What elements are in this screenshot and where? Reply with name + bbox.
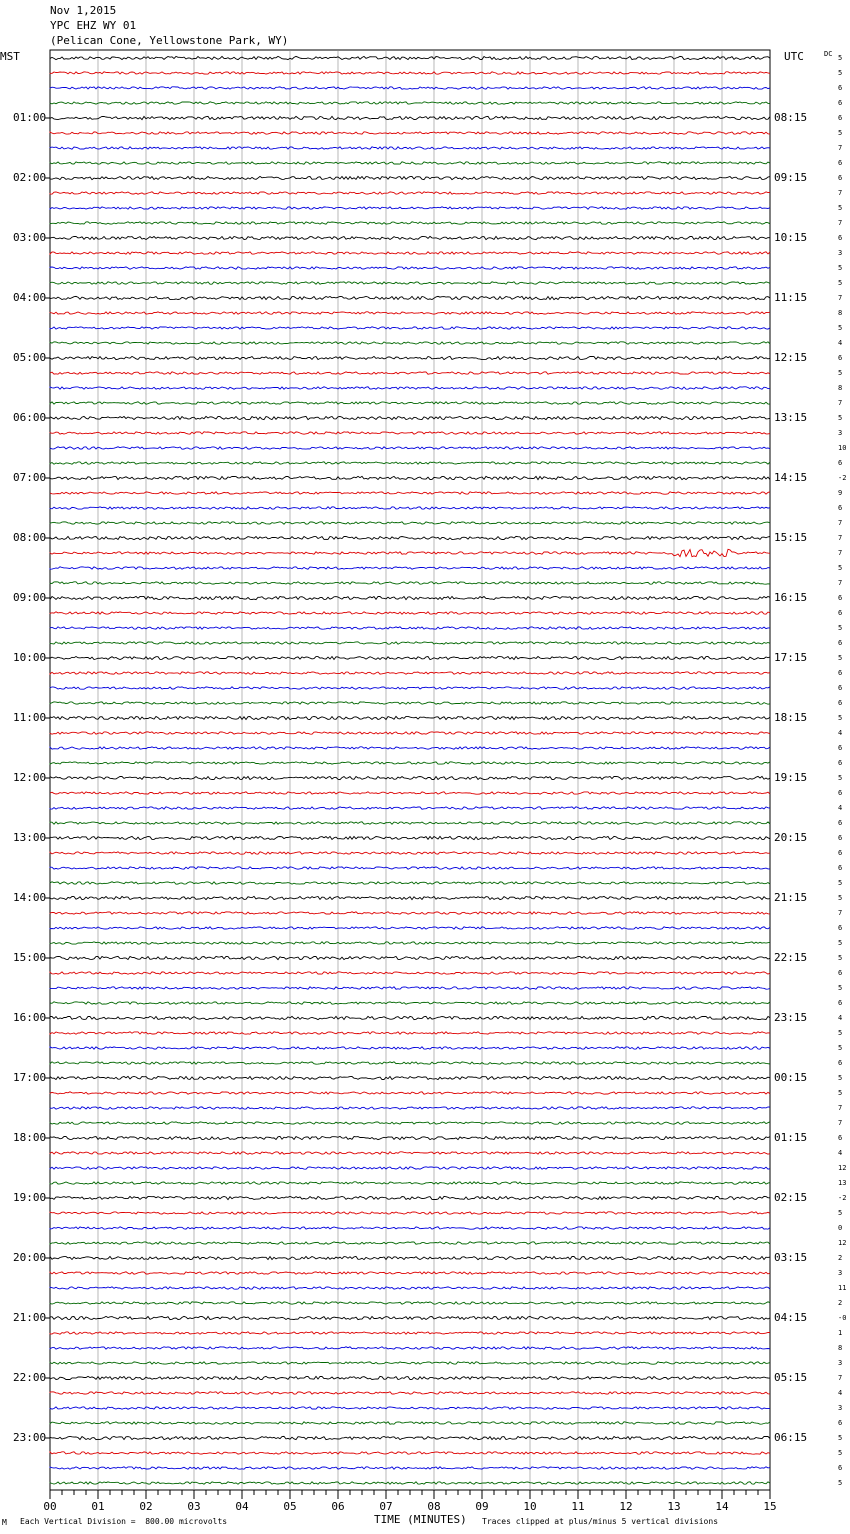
trace-row-18 — [50, 327, 770, 329]
dc-offset-value: 6 — [838, 114, 843, 122]
trace-row-74 — [50, 1167, 770, 1169]
x-tick-label: 03 — [187, 1500, 201, 1513]
dc-offset-value: 5 — [838, 414, 843, 422]
dc-label: DC — [824, 50, 833, 58]
trace-row-29 — [50, 492, 770, 494]
dc-offset-value: 7 — [838, 519, 843, 527]
trace-row-59 — [50, 942, 770, 944]
dc-offset-value: 0 — [838, 1224, 843, 1232]
trace-row-30 — [50, 507, 770, 509]
mst-hour-label: 19:00 — [13, 1191, 47, 1204]
dc-offset-value: 5 — [838, 879, 843, 887]
dc-offset-value: 6 — [838, 1059, 843, 1067]
trace-row-53 — [50, 852, 770, 854]
dc-offset-value: 7 — [838, 189, 843, 197]
trace-row-85 — [50, 1332, 770, 1334]
mst-hour-label: 20:00 — [13, 1251, 47, 1264]
dc-offset-value: 7 — [838, 549, 843, 557]
utc-hour-label: 15:15 — [774, 531, 808, 544]
dc-offset-value: 11 — [838, 1284, 847, 1292]
trace-row-88 — [50, 1376, 770, 1379]
trace-row-70 — [50, 1107, 770, 1109]
utc-hour-label: 00:15 — [774, 1071, 808, 1084]
dc-offset-value: 5 — [838, 774, 843, 782]
trace-row-60 — [50, 956, 770, 959]
utc-hour-label: 04:15 — [774, 1311, 808, 1324]
mst-hour-label: 03:00 — [13, 231, 47, 244]
trace-row-94 — [50, 1467, 770, 1469]
trace-row-31 — [50, 522, 770, 524]
trace-row-80 — [50, 1256, 770, 1259]
dc-offset-value: 6 — [838, 924, 843, 932]
utc-hour-label: 02:15 — [774, 1191, 808, 1204]
utc-hour-label: 22:15 — [774, 951, 808, 964]
dc-offset-value: 1 — [838, 1329, 843, 1337]
trace-row-55 — [50, 882, 770, 884]
trace-row-71 — [50, 1122, 770, 1124]
dc-offset-value: 6 — [838, 609, 843, 617]
mst-hour-label: 16:00 — [13, 1011, 47, 1024]
dc-offset-value: 5 — [838, 1029, 843, 1037]
trace-row-56 — [50, 896, 770, 899]
dc-offset-value: 7 — [838, 1104, 843, 1112]
trace-row-21 — [50, 372, 770, 374]
dc-offset-value: 12 — [838, 1239, 847, 1247]
trace-row-5 — [50, 132, 770, 134]
utc-hour-label: 08:15 — [774, 111, 808, 124]
trace-row-33 — [50, 549, 770, 556]
dc-offset-value: 8 — [838, 309, 843, 317]
trace-row-13 — [50, 252, 770, 254]
dc-offset-value: 6 — [838, 84, 843, 92]
dc-offset-value: 6 — [838, 354, 843, 362]
dc-offset-value: 3 — [838, 429, 843, 437]
dc-offset-value: 5 — [838, 279, 843, 287]
trace-row-42 — [50, 687, 770, 689]
trace-row-35 — [50, 582, 770, 584]
utc-axis-label: UTC — [784, 50, 804, 63]
trace-row-49 — [50, 792, 770, 794]
dc-offset-value: 7 — [838, 219, 843, 227]
utc-hour-label: 20:15 — [774, 831, 808, 844]
mst-hour-label: 04:00 — [13, 291, 47, 304]
trace-row-40 — [50, 657, 770, 660]
dc-offset-value: 8 — [838, 384, 843, 392]
mst-hour-label: 21:00 — [13, 1311, 47, 1324]
mst-hour-label: 08:00 — [13, 531, 47, 544]
trace-row-32 — [50, 536, 770, 539]
trace-row-66 — [50, 1047, 770, 1049]
dc-offset-value: 7 — [838, 1374, 843, 1382]
x-tick-label: 10 — [523, 1500, 537, 1513]
trace-row-79 — [50, 1242, 770, 1244]
mst-hour-label: 14:00 — [13, 891, 47, 904]
dc-offset-value: 7 — [838, 399, 843, 407]
trace-row-15 — [50, 282, 770, 284]
dc-offset-value: 5 — [838, 954, 843, 962]
trace-row-22 — [50, 387, 770, 389]
x-tick-label: 07 — [379, 1500, 393, 1513]
mst-hour-label: 02:00 — [13, 171, 47, 184]
dc-offset-value: 5 — [838, 564, 843, 572]
mst-hour-label: 22:00 — [13, 1371, 47, 1384]
dc-offset-value: 5 — [838, 894, 843, 902]
dc-offset-value: 4 — [838, 1389, 843, 1397]
dc-offset-value: 5 — [838, 369, 843, 377]
station-label: YPC EHZ WY 01 — [50, 19, 137, 32]
trace-row-50 — [50, 807, 770, 809]
trace-row-72 — [50, 1136, 770, 1139]
trace-row-68 — [50, 1076, 770, 1079]
trace-row-47 — [50, 762, 770, 764]
mst-hour-label: 11:00 — [13, 711, 47, 724]
utc-hour-label: 09:15 — [774, 171, 808, 184]
dc-offset-value: 6 — [838, 174, 843, 182]
trace-row-14 — [50, 267, 770, 269]
dc-offset-value: 6 — [838, 1464, 843, 1472]
trace-row-12 — [50, 236, 770, 239]
dc-offset-value: 6 — [838, 999, 843, 1007]
trace-row-23 — [50, 402, 770, 404]
mst-hour-label: 17:00 — [13, 1071, 47, 1084]
dc-offset-value: 13 — [838, 1179, 847, 1187]
trace-row-78 — [50, 1227, 770, 1229]
trace-row-41 — [50, 672, 770, 674]
trace-row-57 — [50, 912, 770, 914]
utc-hour-label: 11:15 — [774, 291, 808, 304]
dc-offset-value: 5 — [838, 1434, 843, 1442]
trace-row-44 — [50, 716, 770, 719]
dc-offset-value: 5 — [838, 204, 843, 212]
mst-hour-label: 15:00 — [13, 951, 47, 964]
dc-offset-value: 6 — [838, 699, 843, 707]
trace-row-65 — [50, 1032, 770, 1034]
trace-row-62 — [50, 987, 770, 989]
trace-row-9 — [50, 192, 770, 194]
utc-hour-label: 16:15 — [774, 591, 808, 604]
trace-row-34 — [50, 567, 770, 569]
dc-offset-value: 4 — [838, 1014, 843, 1022]
dc-offset-value: 5 — [838, 54, 843, 62]
utc-hour-label: 12:15 — [774, 351, 808, 364]
trace-row-87 — [50, 1362, 770, 1364]
dc-offset-value: 5 — [838, 69, 843, 77]
trace-row-28 — [50, 476, 770, 479]
dc-offset-value: 5 — [838, 1209, 843, 1217]
trace-row-84 — [50, 1316, 770, 1319]
trace-row-75 — [50, 1182, 770, 1184]
clip-note: Traces clipped at plus/minus 5 vertical divisions — [482, 1517, 719, 1526]
utc-hour-label: 18:15 — [774, 711, 808, 724]
trace-row-58 — [50, 927, 770, 929]
utc-hour-label: 21:15 — [774, 891, 808, 904]
mst-hour-label: 05:00 — [13, 351, 47, 364]
dc-offset-value: 6 — [838, 669, 843, 677]
dc-offset-value: 5 — [838, 714, 843, 722]
trace-row-52 — [50, 836, 770, 839]
trace-row-64 — [50, 1016, 770, 1019]
dc-offset-value: 6 — [838, 849, 843, 857]
dc-offset-value: 5 — [838, 1479, 843, 1487]
utc-hour-label: 06:15 — [774, 1431, 808, 1444]
trace-row-17 — [50, 312, 770, 314]
dc-offset-value: -2 — [838, 1194, 847, 1202]
dc-offset-value: -0 — [838, 1314, 847, 1322]
trace-row-89 — [50, 1392, 770, 1394]
trace-row-86 — [50, 1347, 770, 1349]
dc-offset-value: 6 — [838, 789, 843, 797]
x-axis-title: TIME (MINUTES) — [374, 1513, 467, 1526]
utc-hour-label: 01:15 — [774, 1131, 808, 1144]
dc-offset-value: 6 — [838, 459, 843, 467]
mst-hour-label: 06:00 — [13, 411, 47, 424]
trace-row-37 — [50, 612, 770, 614]
x-tick-label: 09 — [475, 1500, 489, 1513]
trace-row-81 — [50, 1272, 770, 1274]
mst-hour-label: 18:00 — [13, 1131, 47, 1144]
dc-offset-value: 5 — [838, 624, 843, 632]
dc-offset-value: 8 — [838, 1344, 843, 1352]
x-tick-label: 05 — [283, 1500, 297, 1513]
trace-row-45 — [50, 732, 770, 734]
dc-offset-value: 10 — [838, 444, 847, 452]
x-tick-label: 00 — [43, 1500, 57, 1513]
dc-offset-value: 3 — [838, 1404, 843, 1412]
trace-row-16 — [50, 296, 770, 299]
trace-row-63 — [50, 1002, 770, 1004]
trace-row-25 — [50, 432, 770, 434]
mst-hour-label: 12:00 — [13, 771, 47, 784]
dc-offset-value: 5 — [838, 1449, 843, 1457]
trace-row-83 — [50, 1302, 770, 1304]
dc-offset-value: 6 — [838, 759, 843, 767]
dc-offset-value: 6 — [838, 834, 843, 842]
trace-row-43 — [50, 702, 770, 704]
x-tick-label: 13 — [667, 1500, 681, 1513]
trace-row-77 — [50, 1212, 770, 1214]
trace-row-27 — [50, 462, 770, 464]
dc-offset-value: 6 — [838, 744, 843, 752]
trace-row-73 — [50, 1152, 770, 1154]
dc-offset-value: 6 — [838, 504, 843, 512]
scale-note: Each Vertical Division = 800.00 microvolts — [20, 1517, 228, 1526]
trace-row-95 — [50, 1482, 770, 1484]
dc-offset-value: 12 — [838, 1164, 847, 1172]
trace-row-61 — [50, 972, 770, 974]
x-tick-label: 14 — [715, 1500, 729, 1513]
dc-offset-value: 7 — [838, 579, 843, 587]
dc-offset-value: 7 — [838, 909, 843, 917]
trace-row-48 — [50, 776, 770, 779]
dc-offset-value: 3 — [838, 249, 843, 257]
dc-offset-value: 6 — [838, 684, 843, 692]
x-tick-label: 02 — [139, 1500, 153, 1513]
trace-row-19 — [50, 342, 770, 344]
dc-offset-value: 6 — [838, 594, 843, 602]
dc-offset-value: 6 — [838, 159, 843, 167]
dc-offset-value: 6 — [838, 639, 843, 647]
dc-offset-value: 2 — [838, 1299, 843, 1307]
trace-row-76 — [50, 1196, 770, 1199]
dc-offset-value: 7 — [838, 1119, 843, 1127]
trace-row-7 — [50, 162, 770, 164]
dc-offset-value: 2 — [838, 1254, 843, 1262]
trace-row-69 — [50, 1092, 770, 1094]
dc-offset-value: 6 — [838, 1134, 843, 1142]
utc-hour-label: 19:15 — [774, 771, 808, 784]
trace-row-38 — [50, 627, 770, 629]
x-tick-label: 12 — [619, 1500, 633, 1513]
trace-row-20 — [50, 356, 770, 359]
dc-offset-value: 6 — [838, 234, 843, 242]
dc-offset-value: 7 — [838, 534, 843, 542]
utc-hour-label: 14:15 — [774, 471, 808, 484]
trace-row-82 — [50, 1287, 770, 1289]
trace-row-6 — [50, 147, 770, 149]
dc-offset-value: 4 — [838, 1149, 843, 1157]
trace-row-91 — [50, 1422, 770, 1424]
mst-hour-label: 13:00 — [13, 831, 47, 844]
trace-row-67 — [50, 1062, 770, 1064]
dc-offset-value: 5 — [838, 1089, 843, 1097]
trace-row-93 — [50, 1452, 770, 1454]
trace-row-92 — [50, 1436, 770, 1439]
trace-row-36 — [50, 596, 770, 599]
trace-row-8 — [50, 176, 770, 179]
dc-offset-value: -2 — [838, 474, 847, 482]
dc-offset-value: 5 — [838, 264, 843, 272]
x-tick-label: 15 — [763, 1500, 777, 1513]
dc-offset-value: 7 — [838, 144, 843, 152]
dc-offset-value: 6 — [838, 1419, 843, 1427]
dc-offset-value: 4 — [838, 729, 843, 737]
trace-row-10 — [50, 207, 770, 209]
utc-hour-label: 03:15 — [774, 1251, 808, 1264]
dc-offset-value: 5 — [838, 984, 843, 992]
mst-hour-label: 01:00 — [13, 111, 47, 124]
dc-offset-value: 3 — [838, 1269, 843, 1277]
x-tick-label: 11 — [571, 1500, 585, 1513]
trace-row-4 — [50, 116, 770, 119]
mst-hour-label: 09:00 — [13, 591, 47, 604]
dc-offset-value: 9 — [838, 489, 843, 497]
dc-offset-value: 5 — [838, 129, 843, 137]
dc-offset-value: 6 — [838, 864, 843, 872]
trace-row-3 — [50, 102, 770, 104]
trace-row-24 — [50, 416, 770, 419]
trace-row-46 — [50, 747, 770, 749]
mst-axis-label: MST — [0, 50, 20, 63]
trace-row-39 — [50, 642, 770, 644]
date-label: Nov 1,2015 — [50, 4, 117, 17]
trace-row-1 — [50, 72, 770, 74]
utc-hour-label: 23:15 — [774, 1011, 808, 1024]
dc-offset-value: 5 — [838, 1044, 843, 1052]
location-label: (Pelican Cone, Yellowstone Park, WY) — [50, 34, 289, 47]
dc-offset-value: 5 — [838, 324, 843, 332]
utc-hour-label: 13:15 — [774, 411, 808, 424]
trace-row-51 — [50, 822, 770, 824]
x-tick-label: 04 — [235, 1500, 249, 1513]
x-tick-label: 08 — [427, 1500, 441, 1513]
x-tick-label: 01 — [91, 1500, 105, 1513]
trace-row-90 — [50, 1407, 770, 1409]
dc-offset-value: 5 — [838, 939, 843, 947]
utc-hour-label: 05:15 — [774, 1371, 808, 1384]
mst-hour-label: 07:00 — [13, 471, 47, 484]
dc-offset-value: 3 — [838, 1359, 843, 1367]
trace-row-26 — [50, 447, 770, 449]
trace-row-54 — [50, 867, 770, 869]
mst-hour-label: 23:00 — [13, 1431, 47, 1444]
utc-hour-label: 10:15 — [774, 231, 808, 244]
utc-hour-label: 17:15 — [774, 651, 808, 664]
dc-offset-value: 6 — [838, 969, 843, 977]
trace-row-11 — [50, 222, 770, 224]
dc-offset-value: 7 — [838, 294, 843, 302]
corner-mark: M — [2, 1518, 7, 1527]
trace-row-0 — [50, 56, 770, 59]
dc-offset-value: 6 — [838, 819, 843, 827]
mst-hour-label: 10:00 — [13, 651, 47, 664]
dc-offset-value: 6 — [838, 99, 843, 107]
dc-offset-value: 4 — [838, 804, 843, 812]
trace-row-2 — [50, 87, 770, 89]
dc-offset-value: 4 — [838, 339, 843, 347]
dc-offset-value: 5 — [838, 654, 843, 662]
x-tick-label: 06 — [331, 1500, 345, 1513]
dc-offset-value: 5 — [838, 1074, 843, 1082]
